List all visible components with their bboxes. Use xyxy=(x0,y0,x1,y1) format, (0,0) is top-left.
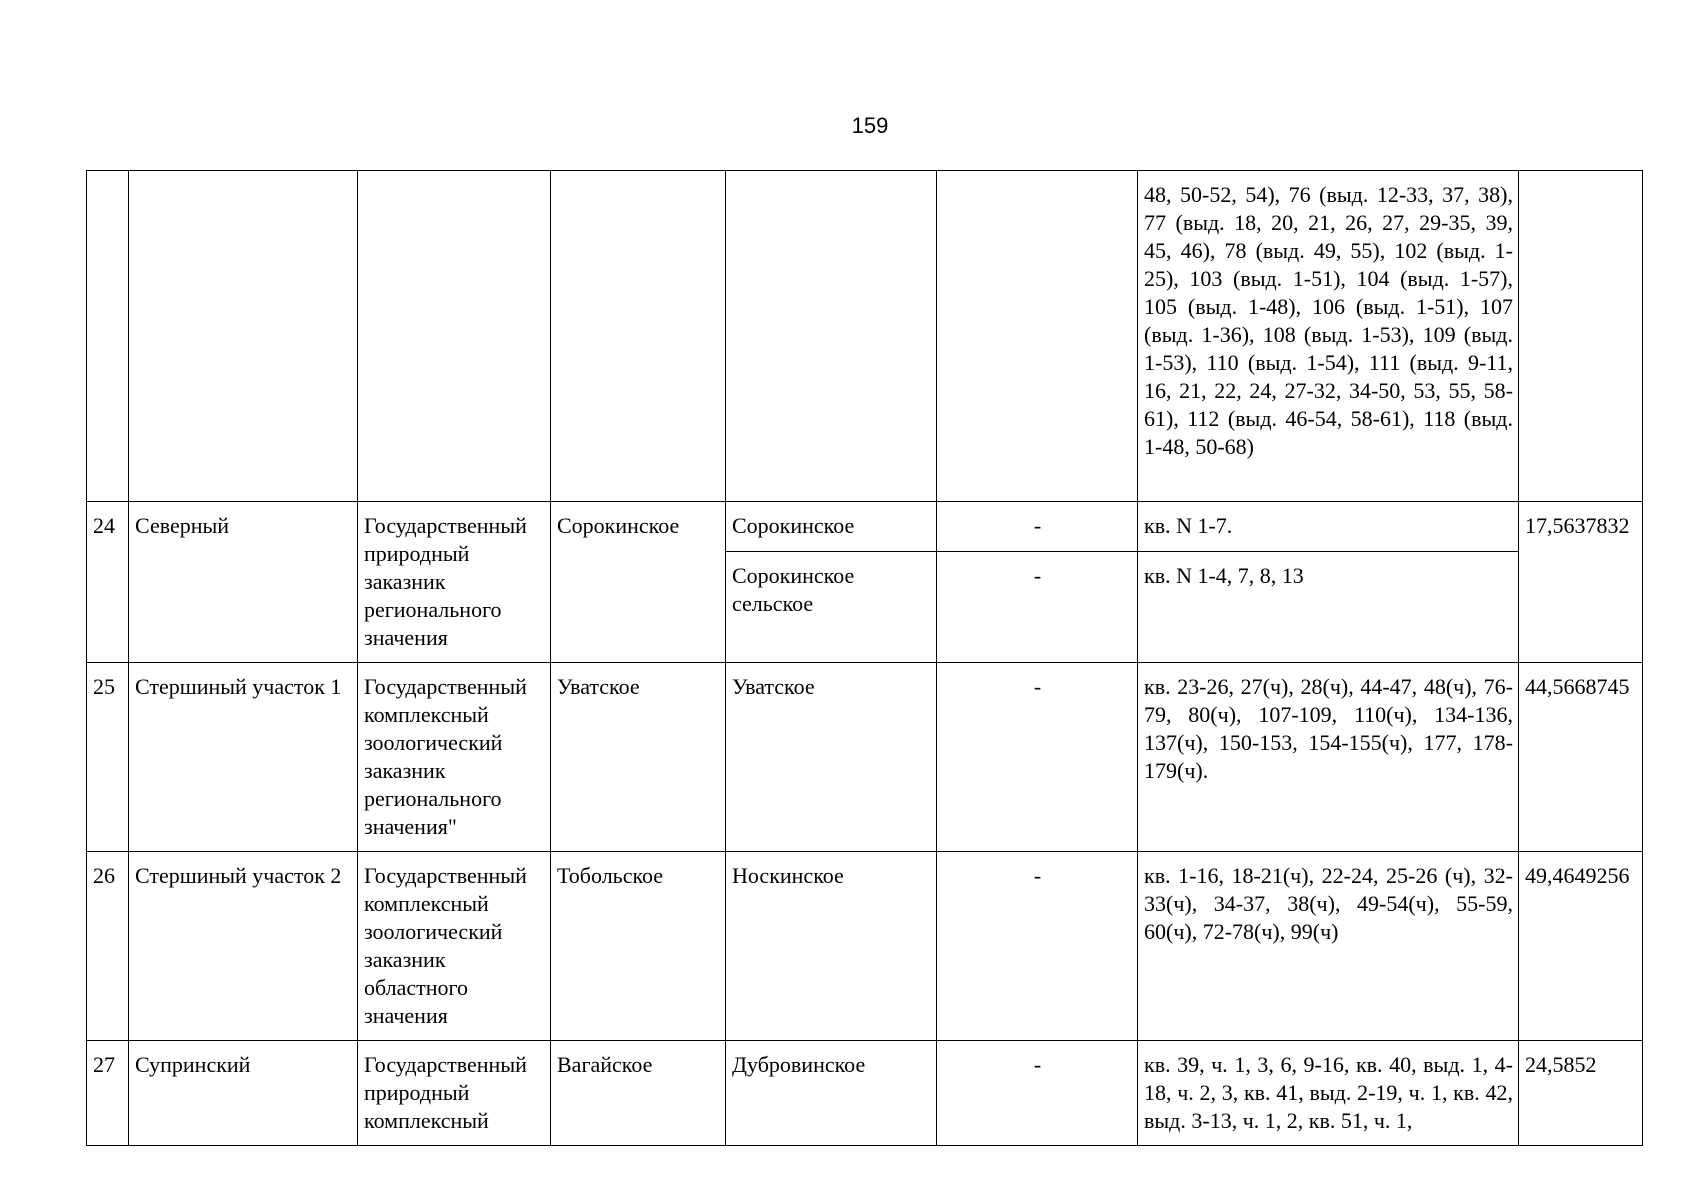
cell-category: Государственный природный комплексный xyxy=(358,1041,551,1146)
cell-area: 24,5852 xyxy=(1519,1041,1643,1146)
cell-quarters: кв. N 1-7. xyxy=(1138,502,1519,552)
cell-area: 49,4649256 xyxy=(1519,852,1643,1041)
table-row-26 xyxy=(87,852,1643,1041)
cell-name: Северный xyxy=(129,502,358,663)
cell-forestry: Уватское xyxy=(551,663,726,852)
table-row-27 xyxy=(87,1041,1643,1146)
cell-num xyxy=(87,171,129,502)
cell-category: Государственный природный заказник регионального значения xyxy=(358,502,551,663)
cell-forestry xyxy=(551,171,726,502)
cell-area: 17,5637832 xyxy=(1519,502,1643,663)
cell-quarters: 48, 50-52, 54), 76 (выд. 12-33, 37, 38), 77 (выд. 18, 20, 21, 26, 27, 29-35, 39, 45, 46), 78 (выд. 49, 55), 102 (выд. 1-25), 103 (выд. 1-51), 104 (выд. 1-57), 105 (выд. 1-48), 106 (выд. 1-51), 107 (выд. 1-36), 108 (выд. 1-53), 109 (выд. 1-53), 110 (выд. 1-54), 111 (выд. 9-11, 16, 21, 22, 24, 27-32, 34-50, 53, 55, 58-61), 112 (выд. 46-54, 58-61), 118 (выд. 1-48, 50-68) xyxy=(1138,171,1519,502)
cell-num: 24 xyxy=(87,502,129,663)
cell-num: 25 xyxy=(87,663,129,852)
protected-areas-table xyxy=(86,170,1643,1146)
cell-name: Супринский xyxy=(129,1041,358,1146)
cell-forestry: Вагайское xyxy=(551,1041,726,1146)
cell-category: Государственный комплексный зоологический заказник регионального значения" xyxy=(358,663,551,852)
cell-num: 27 xyxy=(87,1041,129,1146)
table-row-25 xyxy=(87,663,1643,852)
cell-quarters: кв. 23-26, 27(ч), 28(ч), 44-47, 48(ч), 76-79, 80(ч), 107-109, 110(ч), 134-136, 137(ч), 150-153, 154-155(ч), 177, 178-179(ч). xyxy=(1138,663,1519,852)
cell-quarters: кв. N 1-4, 7, 8, 13 xyxy=(1138,552,1519,663)
cell-district: Дубровинское xyxy=(726,1041,937,1146)
table-row-24 xyxy=(87,502,1643,552)
cell-district: Сорокинское xyxy=(726,502,937,552)
cell-forestry: Сорокинское xyxy=(551,502,726,663)
cell-name: Стершиный участок 2 xyxy=(129,852,358,1041)
cell-dash xyxy=(937,171,1138,502)
cell-forestry: Тобольское xyxy=(551,852,726,1041)
cell-district: Носкинское xyxy=(726,852,937,1041)
table-row-continuation xyxy=(87,171,1643,502)
cell-name: Стершиный участок 1 xyxy=(129,663,358,852)
cell-category: Государственный комплексный зоологический заказник областного значения xyxy=(358,852,551,1041)
page-number: 159 xyxy=(851,113,889,138)
cell-dash: - xyxy=(937,552,1138,663)
cell-area xyxy=(1519,171,1643,502)
cell-name xyxy=(129,171,358,502)
cell-quarters: кв. 1-16, 18-21(ч), 22-24, 25-26 (ч), 32-33(ч), 34-37, 38(ч), 49-54(ч), 55-59, 60(ч), 72-78(ч), 99(ч) xyxy=(1138,852,1519,1041)
cell-dash: - xyxy=(937,852,1138,1041)
cell-dash: - xyxy=(937,663,1138,852)
cell-district: Уватское xyxy=(726,663,937,852)
cell-dash: - xyxy=(937,1041,1138,1146)
cell-dash: - xyxy=(937,502,1138,552)
cell-district xyxy=(726,171,937,502)
cell-num: 26 xyxy=(87,852,129,1041)
cell-district: Сорокинское сельское xyxy=(726,552,937,663)
cell-quarters: кв. 39, ч. 1, 3, 6, 9-16, кв. 40, выд. 1, 4-18, ч. 2, 3, кв. 41, выд. 2-19, ч. 1, кв. 42, выд. 3-13, ч. 1, 2, кв. 51, ч. 1, xyxy=(1138,1041,1519,1146)
cell-category xyxy=(358,171,551,502)
cell-area: 44,5668745 xyxy=(1519,663,1643,852)
